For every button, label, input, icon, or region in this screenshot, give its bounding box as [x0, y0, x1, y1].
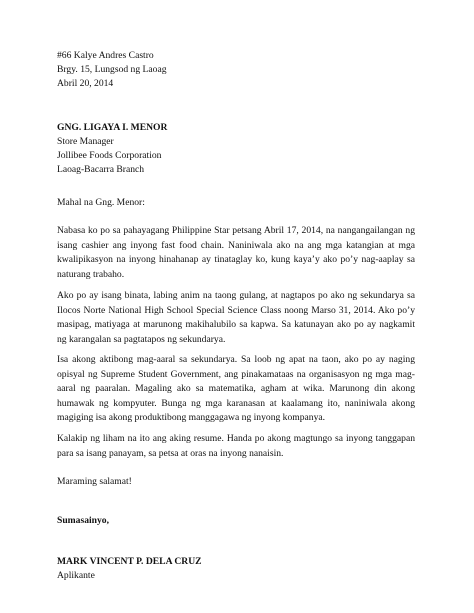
- signatory-name: MARK VINCENT P. DELA CRUZ: [57, 556, 202, 567]
- sender-address-line1: #66 Kalye Andres Castro: [57, 50, 154, 61]
- recipient-block: [57, 121, 417, 177]
- thanks-line: Maraming salamat!: [57, 476, 132, 487]
- sender-address-line2: Brgy. 15, Lungsod ng Laoag: [57, 64, 167, 75]
- signatory-role: Aplikante: [57, 570, 95, 581]
- sender-address-block: [57, 49, 417, 91]
- body-paragraph-4: Kalakip ng liham na ito ang aking resume. Handa po akong magtungo sa inyong tanggapan para sa isang panayam, sa petsa at oras na inyong nanaisin.: [57, 433, 415, 459]
- recipient-branch: Laoag-Bacarra Branch: [57, 164, 145, 175]
- body-paragraph-1: Nabasa ko po sa pahayagang Philippine Star petsang Abril 17, 2014, na nangangailangan ng isang cashier ang inyong fast food chain. Naniniwala ako na ang mga katangian at mga kwalipikasyon na inyong hinahanap ay tinataglay ko, kung kaya’y ako po’y nag-aaplay sa naturang trabaho.: [57, 225, 415, 280]
- closing-line: Sumasainyo,: [57, 515, 109, 526]
- recipient-name: GNG. LIGAYA I. MENOR: [57, 122, 168, 133]
- recipient-title: Store Manager: [57, 136, 114, 147]
- recipient-company: Jollibee Foods Corporation: [57, 150, 162, 161]
- body-paragraph-2: Ako po ay isang binata, labing anim na taong gulang, at nagtapos po ako ng sekundarya sa Ilocos Norte National High School Special Science Class noong Marso 31, 2014. Ako po’y masipag, matiyaga at marunong makihalubilo sa kapwa. Sa katunayan ako po ay nagkamit ng karangalan sa pagtatapos ng sekundarya.: [57, 290, 415, 345]
- body-paragraph-3: Isa akong aktibong mag-aaral sa sekundarya. Sa loob ng apat na taon, ako po ay naging opisyal ng Supreme Student Government, ang pinakamataas na organisasyon ng mga mag-aaral ng paaralan. Magaling ako sa matematika, agham at wika. Marunong din akong humawak ng kompyuter. Bunga ng mga karanasan at kaalamang ito, naniniwala akong magiging isa akong produktibong manggagawa ng inyong kompanya.: [57, 354, 415, 424]
- salutation: Mahal na Gng. Menor:: [57, 197, 145, 208]
- letter-date: Abril 20, 2014: [57, 78, 114, 89]
